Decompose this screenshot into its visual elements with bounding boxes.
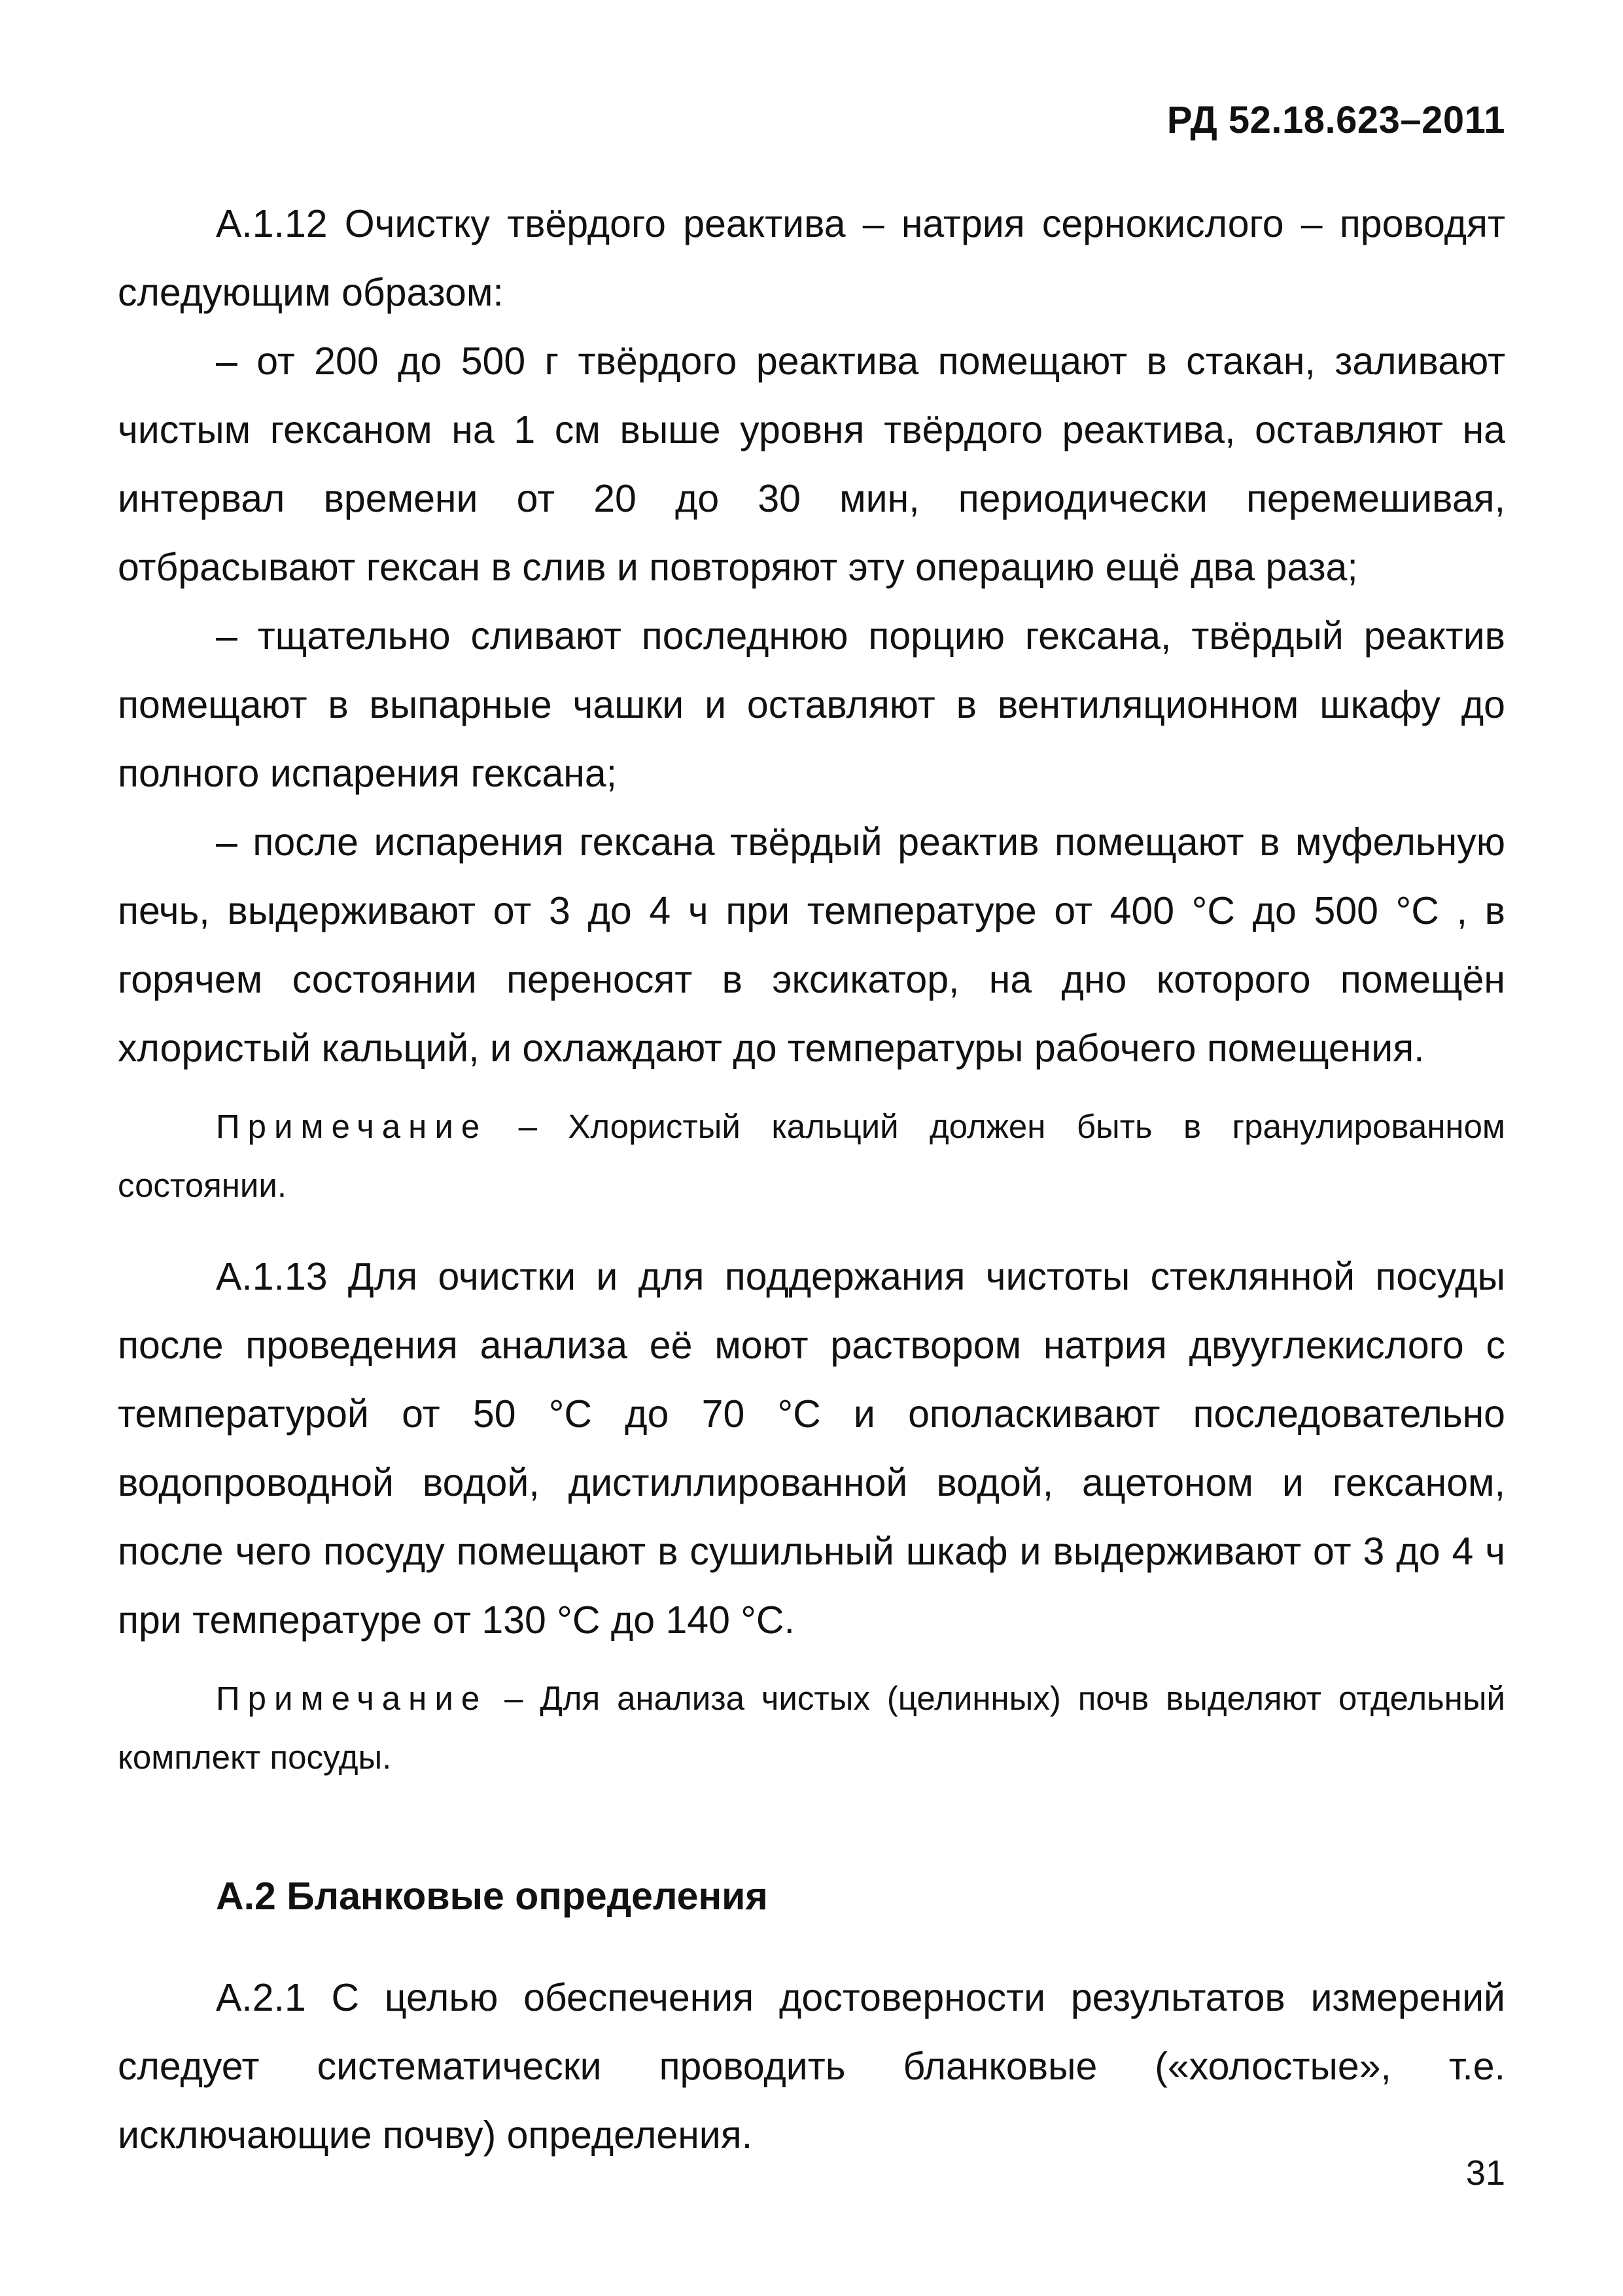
section-heading-a2: А.2 Бланковые определения (216, 1875, 768, 1918)
document-body (118, 190, 1505, 2170)
note-calcium-chloride (118, 1097, 1505, 1215)
paragraph-a1-12-step-2: – тщательно сливают последнюю порцию гексана, твёрдый реактив помещают в выпарные чашки и оставляют в вентиляционном шкафу до полного испарения гексана; (118, 614, 1505, 795)
note-glassware (118, 1669, 1505, 1787)
paragraph-a1-13: А.1.13 Для очистки и для поддержания чистоты стеклянной посуды после проведения анализа её моют раствором натрия двууглекислого с температурой от 50 °С до 70 °С и ополаскивают последовательно водопроводной водой, дистиллированной водой, ацетоном и гексаном, после чего посуду помещают в сушильный шкаф и выдерживают от 3 до 4 ч при температуре от 130 °С до 140 °С. (118, 1255, 1505, 1642)
paragraph-a1-12-step-3: – после испарения гексана твёрдый реактив помещают в муфельную печь, выдерживают от 3 до 4 ч при температуре от 400 °С до 500 °С , в горячем состоянии переносят в эксикатор, на дно которого помещён хлористый кальций, и охлаждают до температуры рабочего помещения. (118, 821, 1505, 1070)
paragraph-a1-12-step-1: – от 200 до 500 г твёрдого реактива помещают в стакан, заливают чистым гексаном на 1 см выше уровня твёрдого реактива, оставляют на интервал времени от 20 до 30 мин, периодически перемешивая, отбрасывают гексан в слив и повторяют эту операцию ещё два раза; (118, 340, 1505, 589)
page-number: 31 (1465, 2153, 1505, 2193)
note-text: – Хлористый кальций должен быть в гранулированном состоянии. (118, 1108, 1505, 1204)
paragraph-a1-12-intro: А.1.12 Очистку твёрдого реактива – натрия сернокислого – проводят следующим образом: (118, 202, 1505, 314)
note-label: Примечание (216, 1108, 488, 1145)
paragraph-a2-1: А.2.1 С целью обеспечения достоверности результатов измерений следует систематически проводить бланковые («холостые», т.е. исключающие почву) определения. (118, 1976, 1505, 2157)
document-code: РД 52.18.623–2011 (1166, 99, 1505, 141)
note-text: – Для анализа чистых (целинных) почв выделяют отдельный комплект посуды. (118, 1680, 1505, 1776)
note-label: Примечание (216, 1680, 488, 1717)
